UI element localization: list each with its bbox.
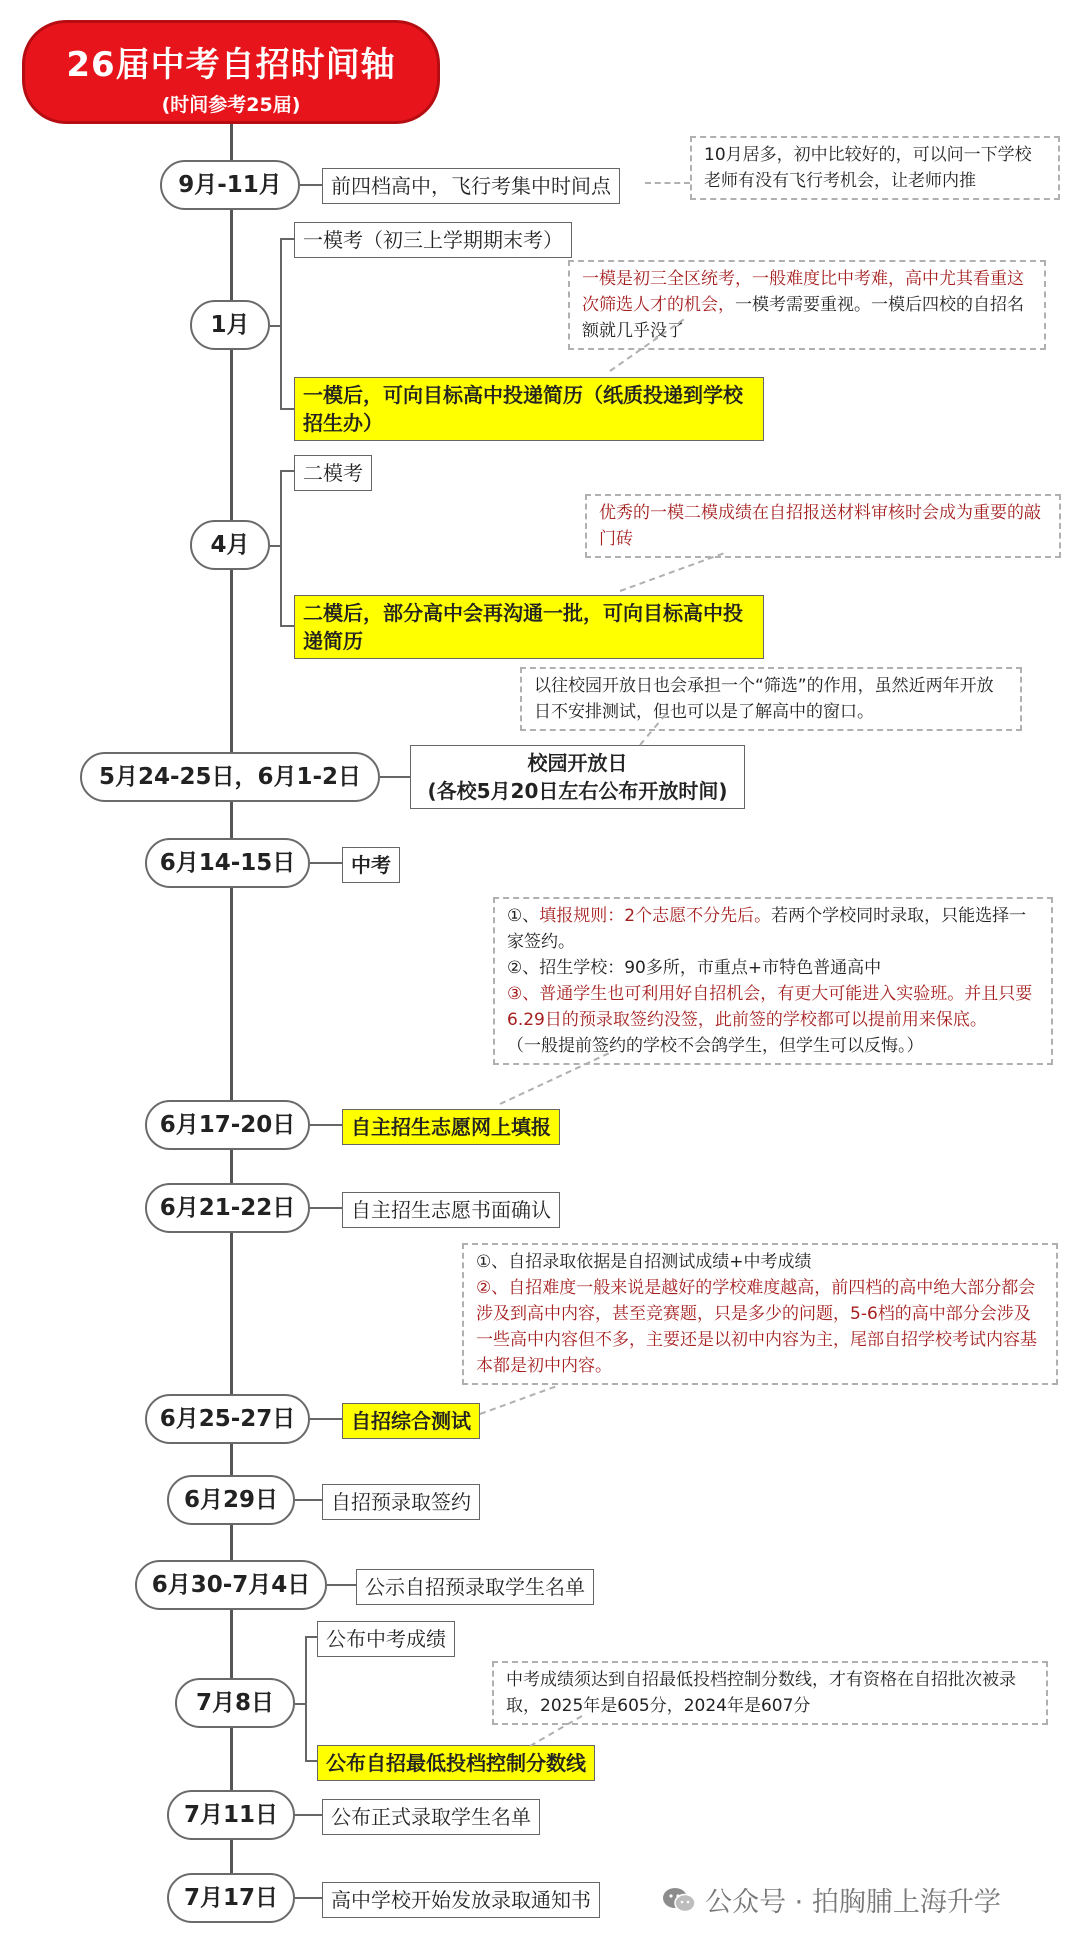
timeline-event: 二模考 bbox=[294, 455, 372, 491]
timeline-date: 6月25-27日 bbox=[145, 1394, 310, 1444]
timeline-event-highlight: 自主招生志愿网上填报 bbox=[342, 1109, 560, 1145]
timeline-event-highlight: 公布自招最低投档控制分数线 bbox=[317, 1745, 595, 1781]
timeline-date: 5月24-25日，6月1-2日 bbox=[80, 752, 380, 802]
note-connector bbox=[480, 1386, 556, 1415]
connector bbox=[280, 470, 282, 625]
connector bbox=[280, 238, 294, 240]
connector bbox=[295, 1897, 322, 1899]
timeline-event-highlight: 自招综合测试 bbox=[342, 1403, 480, 1439]
timeline-date: 6月29日 bbox=[167, 1475, 295, 1525]
timeline-date: 6月30-7月4日 bbox=[135, 1560, 327, 1610]
timeline-date: 9月-11月 bbox=[160, 160, 300, 210]
timeline-note: 以往校园开放日也会承担一个“筛选”的作用，虽然近两年开放日不安排测试，但也可以是了解高中的窗口。 bbox=[520, 667, 1022, 731]
timeline-date: 7月17日 bbox=[167, 1873, 295, 1923]
timeline-date: 6月21-22日 bbox=[145, 1183, 310, 1233]
timeline-event: 高中学校开始发放录取通知书 bbox=[322, 1882, 600, 1918]
timeline-event: 中考 bbox=[342, 847, 400, 883]
timeline-note: ①、自招录取依据是自招测试成绩+中考成绩 ②、自招难度一般来说是越好的学校难度越高，前四档的高中绝大部分都会涉及到高中内容，甚至竞赛题，只是多少的问题，5-6档的高中部分会涉及一些高中内容但不多，主要还是以初中内容为主，尾部自招学校考试内容基本都是初中内容。 bbox=[462, 1243, 1058, 1385]
timeline-event-highlight: 一模后，可向目标高中投递简历（纸质投递到学校招生办） bbox=[294, 377, 764, 441]
connector bbox=[280, 470, 294, 472]
connector bbox=[305, 1636, 307, 1760]
connector bbox=[270, 325, 280, 327]
timeline-note: 10月居多，初中比较好的，可以问一下学校老师有没有飞行考机会，让老师内推 bbox=[690, 136, 1060, 200]
timeline-event: 自招预录取签约 bbox=[322, 1484, 480, 1520]
timeline-note: ①、填报规则：2个志愿不分先后。若两个学校同时录取，只能选择一家签约。 ②、招生学校：90多所，市重点+市特色普通高中 ③、普通学生也可利用好自招机会，有更大可能进入实验班。并且只要6.29日的预录取签约没签，此前签的学校都可以提前用来保底。 （一般提前签约的学校不会鸽学生，但学生可以反悔。） bbox=[493, 897, 1053, 1065]
timeline-date: 6月17-20日 bbox=[145, 1100, 310, 1150]
connector bbox=[280, 238, 282, 408]
timeline-note: 中考成绩须达到自招最低投档控制分数线，才有资格在自招批次被录取，2025年是605分，2024年是607分 bbox=[492, 1661, 1048, 1725]
timeline-event: 一模考（初三上学期期末考） bbox=[294, 222, 572, 258]
note-connector bbox=[645, 182, 690, 184]
timeline-note: 优秀的一模二模成绩在自招报送材料审核时会成为重要的敲门砖 bbox=[585, 494, 1061, 558]
connector bbox=[280, 625, 294, 627]
connector bbox=[310, 1207, 342, 1209]
footer-text: 公众号 · 拍胸脯上海升学 bbox=[705, 1887, 1001, 1918]
connector bbox=[310, 862, 342, 864]
connector bbox=[310, 1418, 342, 1420]
timeline-date: 6月14-15日 bbox=[145, 838, 310, 888]
connector bbox=[305, 1760, 317, 1762]
page-subtitle: (时间参考25届) bbox=[161, 94, 301, 116]
timeline-date: 1月 bbox=[190, 300, 270, 350]
timeline-spine bbox=[230, 124, 233, 1914]
connector bbox=[280, 408, 294, 410]
connector bbox=[295, 1499, 322, 1501]
timeline-event: 校园开放日 (各校5月20日左右公布开放时间) bbox=[410, 745, 745, 809]
page-title-badge bbox=[22, 20, 440, 124]
page-title: 26届中考自招时间轴 bbox=[66, 45, 396, 85]
timeline-note: 一模是初三全区统考，一般难度比中考难，高中尤其看重这次筛选人才的机会，一模考需要重视。一模后四校的自招名额就几乎没了 bbox=[568, 260, 1046, 350]
timeline-event: 公布正式录取学生名单 bbox=[322, 1799, 540, 1835]
timeline-date: 7月8日 bbox=[175, 1678, 295, 1728]
timeline-event: 前四档高中，飞行考集中时间点 bbox=[322, 168, 620, 204]
timeline-date: 4月 bbox=[190, 520, 270, 570]
connector bbox=[295, 1814, 322, 1816]
timeline-event-highlight: 二模后，部分高中会再沟通一批，可向目标高中投递简历 bbox=[294, 595, 764, 659]
connector bbox=[310, 1124, 342, 1126]
timeline-event: 公布中考成绩 bbox=[317, 1621, 455, 1657]
timeline-date: 7月11日 bbox=[167, 1790, 295, 1840]
wechat-icon bbox=[662, 1887, 696, 1913]
note-connector bbox=[620, 552, 724, 592]
timeline-event: 公示自招预录取学生名单 bbox=[356, 1569, 594, 1605]
connector bbox=[295, 1703, 305, 1705]
connector bbox=[300, 184, 322, 186]
connector bbox=[270, 545, 280, 547]
connector bbox=[380, 776, 410, 778]
connector bbox=[327, 1584, 356, 1586]
timeline-event: 自主招生志愿书面确认 bbox=[342, 1192, 560, 1228]
connector bbox=[305, 1636, 317, 1638]
footer-watermark bbox=[662, 1880, 1001, 1919]
